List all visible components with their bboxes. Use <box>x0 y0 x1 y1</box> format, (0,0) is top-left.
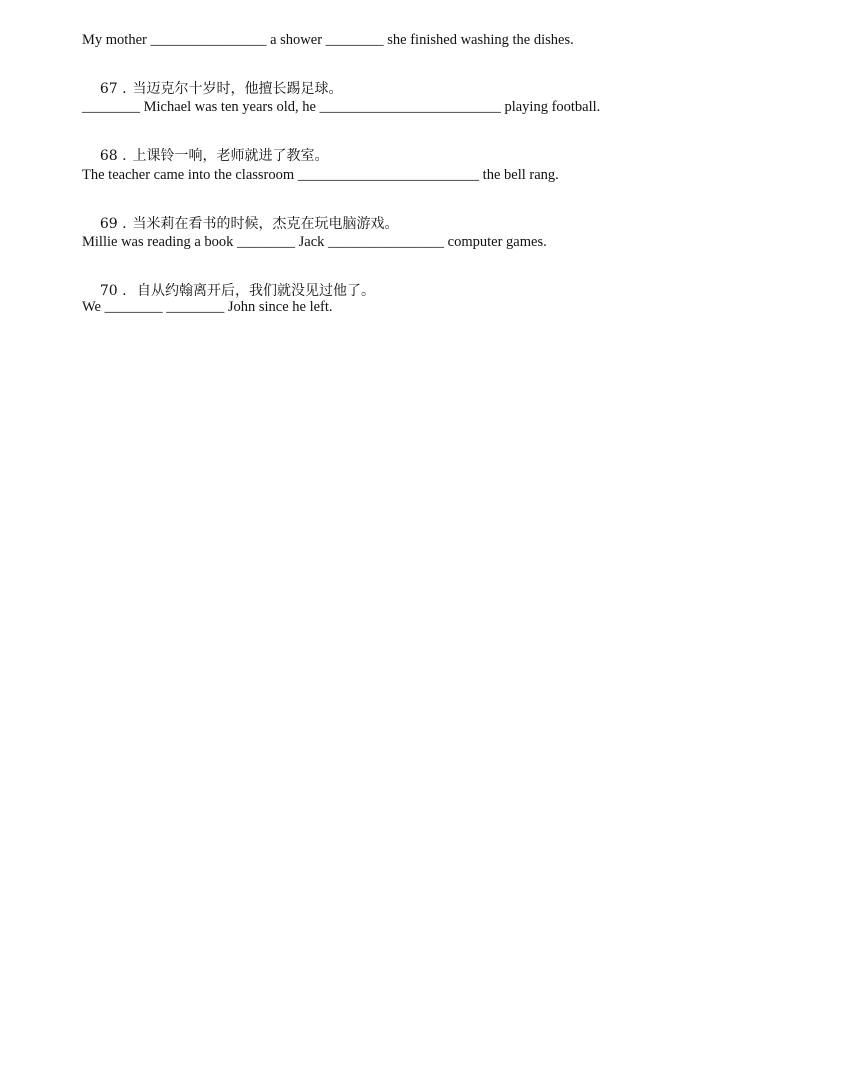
question-number: 69 . <box>99 216 127 232</box>
question-prompt-chinese: 当迈克尔十岁时，他擅长踢足球。 <box>132 81 343 97</box>
question-number: 67 . <box>99 81 127 97</box>
question-number: 68 . <box>99 148 127 164</box>
answer-line-68: The teacher came into the classroom _________________________ the bell rang. <box>82 167 559 183</box>
answer-line-66: My mother ________________ a shower ________ she finished washing the dishes. <box>82 32 574 48</box>
answer-line-69: Millie was reading a book ________ Jack ________________ computer games. <box>82 234 547 250</box>
question-prompt-chinese: 当米莉在看书的时候，杰克在玩电脑游戏。 <box>132 216 399 232</box>
question-number: 70 . <box>99 283 127 299</box>
question-prompt-chinese: 上课铃一响，老师就进了教室。 <box>132 148 329 164</box>
question-prompt-chinese: 自从约翰离开后，我们就没见过他了。 <box>132 283 375 299</box>
answer-line-70: We ________ ________ John since he left. <box>82 299 333 315</box>
answer-line-67: ________ Michael was ten years old, he _________________________ playing football. <box>82 99 601 115</box>
